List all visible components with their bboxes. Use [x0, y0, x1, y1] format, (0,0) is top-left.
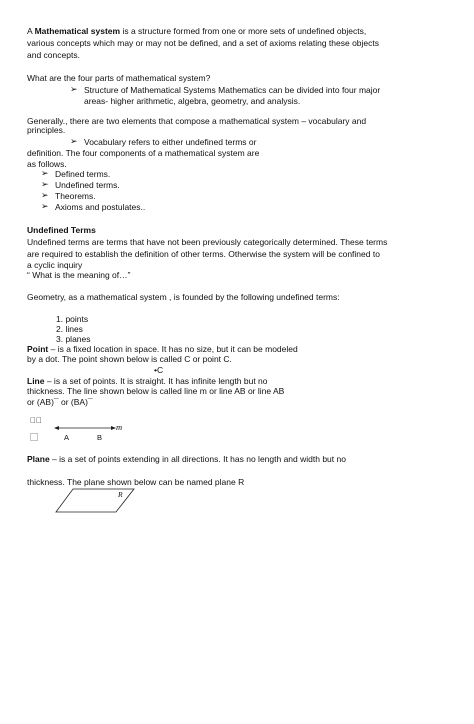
terms-list-item: 2. lines [56, 324, 83, 334]
vocab-bullet-text: Vocabulary refers to either undefined terms or [84, 137, 257, 147]
point-c-dot-label: •C [154, 365, 164, 375]
component-item: Axioms and postulates.. [55, 202, 146, 212]
undefined-line-1: Undefined terms are terms that have not been previously categorically determined. These terms [27, 237, 388, 247]
terms-list-item: 1. points [56, 314, 89, 324]
arrow-bullet-icon: ➢ [70, 84, 78, 94]
arrow-bullet-icon: ➢ [41, 179, 49, 189]
plane-line-2: thickness. The plane shown below can be named plane R [27, 477, 245, 487]
terms-list-item: 3. planes [56, 334, 91, 344]
arrow-bullet-icon: ➢ [41, 168, 49, 178]
arrow-bullet-icon: ➢ [41, 201, 49, 211]
line-term-bold: Line [27, 376, 45, 386]
answer-line-1: Structure of Mathematical Systems Mathematics can be divided into four major [84, 85, 381, 95]
component-item: Theorems. [55, 191, 96, 201]
intro-term-bold: Mathematical system [34, 26, 121, 36]
point-term-bold: Point [27, 344, 49, 354]
component-item: Defined terms. [55, 169, 111, 179]
line-def-line-2: thickness. The line shown below is called line m or line AB or line AB [27, 386, 285, 396]
as-follows-line: as follows. [27, 159, 67, 169]
intro-line-1-rest: is a structure formed from one or more sets of undefined objects, [120, 26, 367, 36]
point-a-label: A [64, 433, 70, 442]
plane-line-1-rest: – is a set of points extending in all directions. It has no length and width but no [49, 454, 346, 464]
intro-line-3: and concepts. [27, 50, 80, 60]
undefined-terms-heading: Undefined Terms [27, 225, 96, 235]
definition-line: definition. The four components of a mathematical system are [27, 148, 260, 158]
geometry-line: Geometry, as a mathematical system , is founded by the following undefined terms: [27, 292, 340, 302]
arrow-bullet-icon: ➢ [70, 136, 78, 146]
intro-line-2: various concepts which may or may not be defined, and a set of axioms relating these objects [27, 38, 379, 48]
segment-symbol-icon: ⃞ [30, 433, 38, 442]
plane-r-label: R [118, 490, 123, 499]
line-def-line-3: or (AB)¯ or (BA)¯ [27, 397, 93, 407]
point-line-2: by a dot. The point shown below is called C or point C. [27, 354, 232, 364]
line-def-line-1-rest: – is a set of points. It is straight. It has infinite length but no [44, 376, 268, 386]
generally-line-1: Generally., there are two elements that compose a mathematical system – vocabulary and [27, 116, 367, 126]
undefined-line-4: “ What is the meaning of…” [27, 270, 131, 280]
point-line-1-rest: – is a fixed location in space. It has no size, but it can be modeled [48, 344, 298, 354]
undefined-line-2: are required to establish the definition of other terms. Otherwise the system will be confined to [27, 249, 380, 259]
answer-line-2: areas- higher arithmetic, algebra, geometry, and analysis. [84, 96, 301, 106]
component-item: Undefined terms. [55, 180, 120, 190]
arrow-bullet-icon: ➢ [41, 190, 49, 200]
undefined-line-3: a cyclic inquiry [27, 260, 83, 270]
line-symbol-icon: ⃡⃞ [30, 416, 42, 425]
generally-line-2: principles. [27, 125, 66, 135]
question-line: What are the four parts of mathematical system? [27, 73, 211, 83]
point-b-label: B [97, 433, 103, 442]
line-m-label: m [116, 422, 123, 432]
plane-term-bold: Plane [27, 454, 50, 464]
intro-a: A [27, 26, 35, 36]
